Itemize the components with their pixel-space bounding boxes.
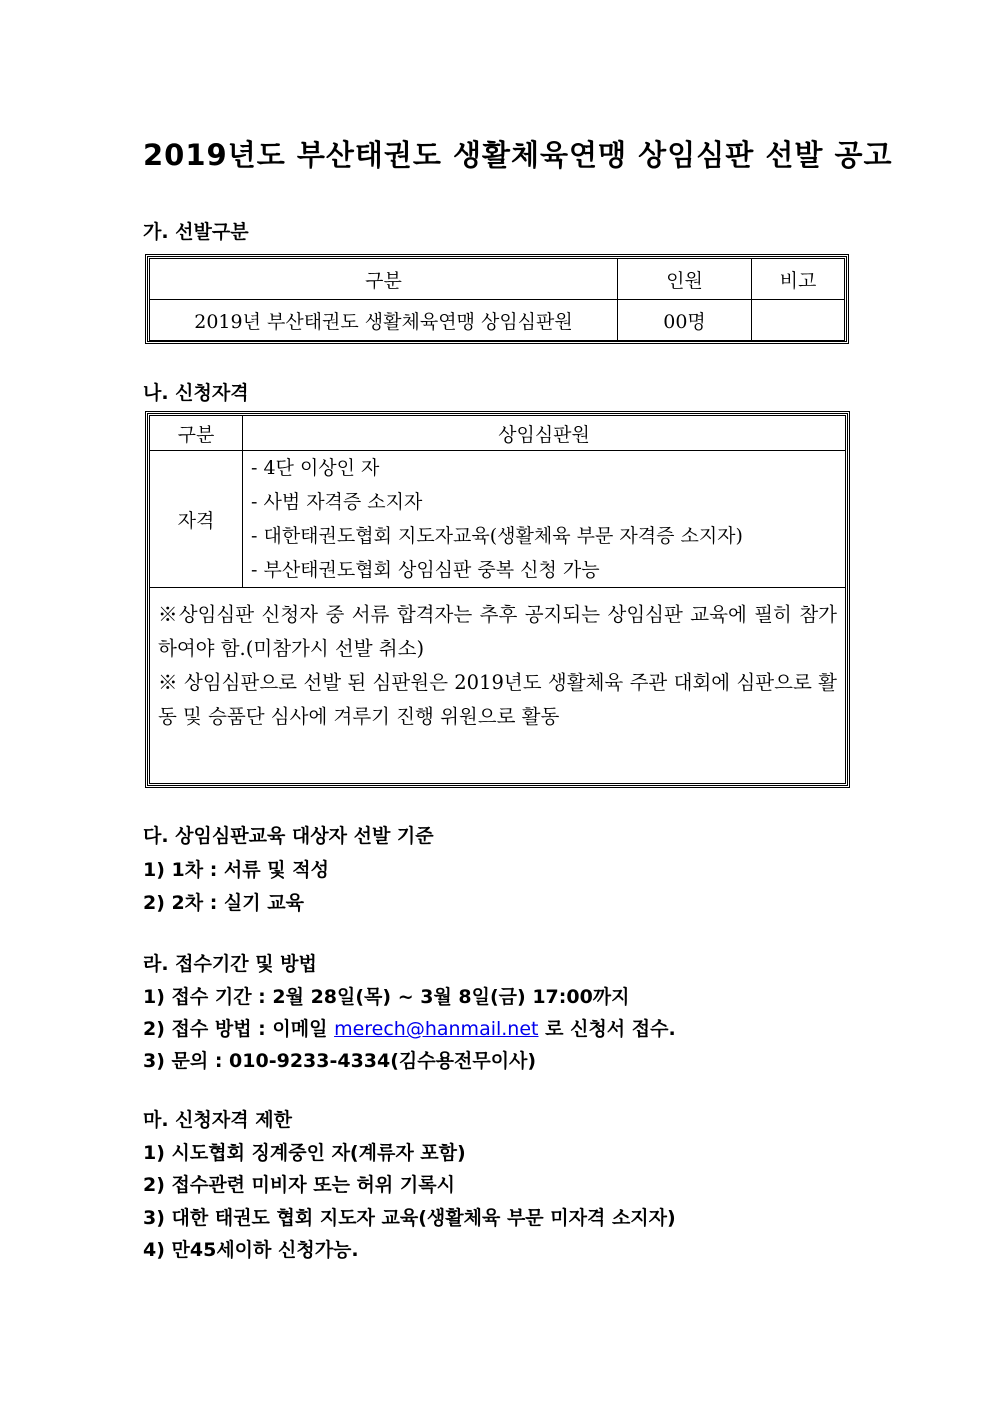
notes-row <box>150 588 846 784</box>
selection-table-frame <box>145 254 849 344</box>
list-item: 1) 1차 : 서류 및 적성 <box>143 859 329 881</box>
list-item: 3) 대한 태권도 협회 지도자 교육(생활체육 부문 미자격 소지자) <box>143 1207 676 1229</box>
table-header-row <box>150 416 846 451</box>
row-label-qualification: 자격 <box>150 451 243 588</box>
section-b-heading: 나. 신청자격 <box>143 382 249 404</box>
header-remarks: 비고 <box>752 259 845 300</box>
header-count: 인원 <box>618 259 752 300</box>
qualification-table-frame <box>145 411 850 788</box>
selection-table <box>149 258 845 341</box>
list-item: - 대한태권도협회 지도자교육(생활체육 부문 자격증 소지자) <box>251 525 743 547</box>
header-referee: 상임심판원 <box>243 416 846 451</box>
email-prefix: 2) 접수 방법 : 이메일 <box>143 1018 335 1040</box>
list-item: 1) 접수 기간 : 2월 28일(목) ~ 3월 8일(금) 17:00까지 <box>143 986 630 1008</box>
list-item: 2) 접수관련 미비자 또는 허위 기록시 <box>143 1174 455 1196</box>
list-item: 2) 2차 : 실기 교육 <box>143 892 304 914</box>
cell-category: 2019년 부산태권도 생활체육연맹 상임심판원 <box>150 300 618 341</box>
list-item: 3) 문의 : 010-9233-4334(김수용전무이사) <box>143 1050 537 1072</box>
qualification-table <box>149 415 846 784</box>
note-text: ※상임심판 신청자 중 서류 합격자는 추후 공지되는 상임심판 교육에 필히 참가하여야 함.(미참가시 선발 취소) <box>158 603 837 660</box>
email-suffix: 로 신청서 접수. <box>538 1018 676 1040</box>
list-item: 1) 시도협회 징계중인 자(계류자 포함) <box>143 1142 466 1164</box>
section-c-heading: 다. 상임심판교육 대상자 선발 기준 <box>143 825 434 847</box>
list-item-email <box>143 1014 676 1041</box>
criteria-list <box>243 451 846 588</box>
header-category: 구분 <box>150 259 618 300</box>
table-row <box>150 300 845 341</box>
notes-cell <box>150 588 846 784</box>
section-a-heading: 가. 선발구분 <box>143 221 249 243</box>
email-link[interactable]: merech@hanmail.net <box>334 1018 539 1040</box>
table-header-row <box>150 259 845 300</box>
list-item: - 4단 이상인 자 <box>251 457 380 479</box>
list-item: - 사범 자격증 소지자 <box>251 491 423 513</box>
section-e-heading: 마. 신청자격 제한 <box>143 1109 292 1131</box>
list-item: - 부산태권도협회 상임심판 중복 신청 가능 <box>251 559 600 581</box>
table-row <box>150 451 846 588</box>
list-item: 4) 만45세이하 신청가능. <box>143 1239 359 1261</box>
cell-remarks <box>752 300 845 341</box>
header-category: 구분 <box>150 416 243 451</box>
section-d-heading: 라. 접수기간 및 방법 <box>143 953 317 975</box>
cell-count: 00명 <box>618 300 752 341</box>
document-title: 2019년도 부산태권도 생활체육연맹 상임심판 선발 공고 <box>143 138 893 172</box>
note-text: ※ 상임심판으로 선발 된 심판원은 2019년도 생활체육 주관 대회에 심판으로 활동 및 승품단 심사에 겨루기 진행 위원으로 활동 <box>158 671 837 728</box>
